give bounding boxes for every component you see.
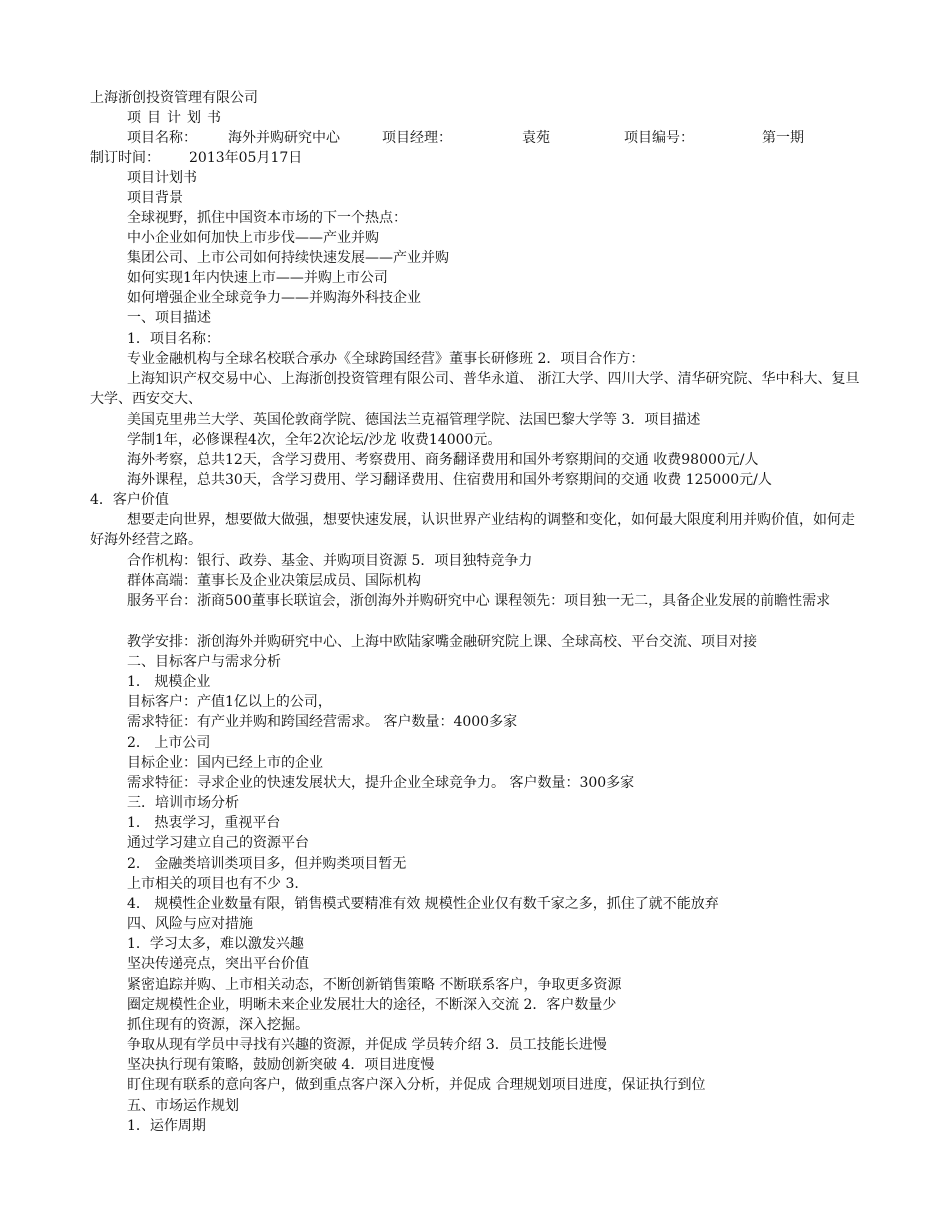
text-line: 坚决传递亮点，突出平台价值	[127, 956, 309, 972]
text-line: 专业金融机构与全球名校联合承办《全球跨国经营》董事长研修班 2．项目合作方：	[127, 351, 645, 367]
section-heading: 二、目标客户与需求分析	[127, 654, 281, 670]
text-line: 2． 上市公司	[127, 735, 211, 751]
date-label: 制订时间：	[90, 150, 160, 166]
text-line: 美国克里弗兰大学、英国伦敦商学院、德国法兰克福管理学院、法国巴黎大学等 3．项目描述	[127, 412, 701, 428]
date-value: 2013年05月17日	[189, 150, 303, 166]
text-line: 1． 规模企业	[127, 674, 211, 690]
text-line: 1． 热衷学习，重视平台	[127, 815, 281, 831]
section-heading: 三．培训市场分析	[127, 795, 239, 811]
text-line: 紧密追踪并购、上市相关动态，不断创新销售策略 不断联系客户，争取更多资源	[127, 977, 622, 993]
text-line: 需求特征：寻求企业的快速发展状大，提升企业全球竞争力。 客户数量：300多家	[127, 775, 635, 791]
text-line: 目标企业：国内已经上市的企业	[127, 755, 323, 771]
section-heading: 一、项目描述	[127, 310, 211, 326]
company-name: 上海浙创投资管理有限公司	[90, 90, 258, 106]
text-line: 海外课程，总共30天，含学习费用、学习翻译费用、住宿费用和国外考察期间的交通 收费 125000元/人	[127, 472, 772, 488]
text-line: 上市相关的项目也有不少 3.	[127, 876, 299, 892]
text-line: 如何实现1年内快速上市——并购上市公司	[127, 270, 388, 286]
project-manager-value: 袁苑	[522, 130, 550, 146]
project-name-value: 海外并购研究中心	[228, 130, 340, 146]
project-manager-label: 项目经理：	[382, 130, 452, 146]
text-line: 全球视野，抓住中国资本市场的下一个热点：	[127, 210, 407, 226]
text-line: 学制1年，必修课程4次，全年2次论坛/沙龙 收费14000元。	[127, 432, 502, 448]
text-line: 目标客户：产值1亿以上的公司，	[127, 694, 332, 710]
text-line: 2． 金融类培训类项目多，但并购类项目暂无	[127, 856, 407, 872]
text-line: 项目计划书	[127, 170, 197, 186]
text-line: 圈定规模性企业，明晰未来企业发展壮大的途径，不断深入交流 2．客户数量少	[127, 997, 617, 1013]
text-line: 4． 规模性企业数量有限，销售模式要精准有效 规模性企业仅有数千家之多，抓住了就不能放弃	[127, 896, 719, 912]
wrapped-paragraph: 想要走向世界，想要做大做强，想要快速发展，认识世界产业结构的调整和变化，如何最大限度利用并购价值，如何走好海外经营之路。	[90, 512, 855, 549]
text-line: 1．学习太多，难以激发兴趣	[127, 936, 304, 952]
document-title: 项目计划书	[127, 110, 227, 126]
text-line: 如何增强企业全球竞争力——并购海外科技企业	[127, 290, 421, 306]
section-heading: 五、市场运作规划	[127, 1098, 239, 1114]
text-line: 教学安排：浙创海外并购研究中心、上海中欧陆家嘴金融研究院上课、全球高校、平台交流、项目对接	[127, 634, 757, 650]
text-line: 盯住现有联系的意向客户，做到重点客户深入分析，并促成 合理规划项目进度，保证执行到位	[127, 1077, 706, 1093]
wrapped-paragraph: 上海知识产权交易中心、上海浙创投资管理有限公司、普华永道、 浙江大学、四川大学、清华研究院、华中科大、复旦大学、西安交大、	[90, 371, 860, 408]
text-line: 群体高端：董事长及企业决策层成员、国际机构	[127, 573, 421, 589]
text-line: 中小企业如何加快上市步伐——产业并购	[127, 230, 379, 246]
project-number-label: 项目编号：	[624, 130, 694, 146]
text-line: 需求特征：有产业并购和跨国经营需求。 客户数量：4000多家	[127, 714, 518, 730]
text-line: 项目背景	[127, 190, 183, 206]
text-line: 合作机构：银行、政券、基金、并购项目资源 5．项目独特竞争力	[127, 553, 533, 569]
text-line: 争取从现有学员中寻找有兴趣的资源，并促成 学员转介绍 3．员工技能长进慢	[127, 1037, 607, 1053]
text-line: 通过学习建立自己的资源平台	[127, 835, 309, 851]
text-line: 抓住现有的资源，深入挖掘。	[127, 1017, 309, 1033]
text-line: 4．客户价值	[90, 492, 169, 508]
text-line: 海外考察，总共12天，含学习费用、考察费用、商务翻译费用和国外考察期间的交通 收费98000元/人	[127, 452, 759, 468]
text-line: 1．运作周期	[127, 1118, 206, 1134]
project-name-label: 项目名称：	[127, 130, 197, 146]
text-line: 1．项目名称：	[127, 331, 220, 347]
text-line: 集团公司、上市公司如何持续快速发展——产业并购	[127, 250, 449, 266]
wrapped-paragraph: 服务平台：浙商500董事长联谊会，浙创海外并购研究中心 课程领先：项目独一无二，具备企业发展的前瞻性需求	[127, 593, 831, 609]
section-heading: 四、风险与应对措施	[127, 916, 253, 932]
project-number-value: 第一期	[762, 130, 804, 146]
text-line: 坚决执行现有策略，鼓励创新突破 4．项目进度慢	[127, 1057, 435, 1073]
